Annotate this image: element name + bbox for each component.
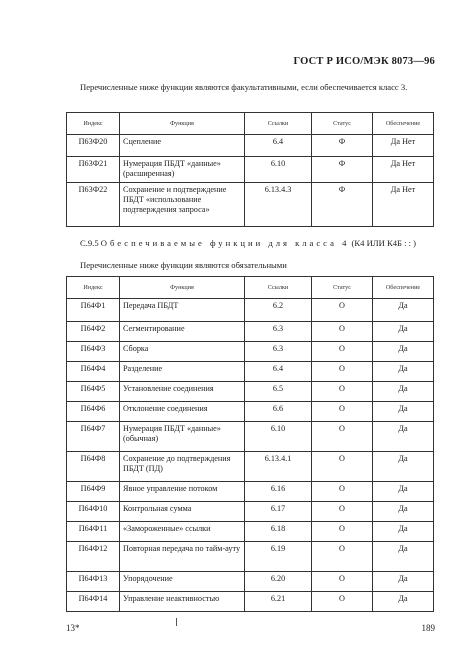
cell-status: Ф xyxy=(312,135,373,157)
cell-function: Разделение xyxy=(120,362,245,382)
cell-reference: 6.4 xyxy=(245,135,312,157)
column-header-status: Статус xyxy=(312,113,373,135)
cell-status: О xyxy=(312,342,373,362)
cell-reference: 6.16 xyxy=(245,482,312,502)
table-row xyxy=(67,572,434,592)
cell-status: О xyxy=(312,322,373,342)
cell-support: Да xyxy=(373,382,434,402)
column-header-references: Ссылки xyxy=(245,113,312,135)
cell-status: Ф xyxy=(312,157,373,183)
section-heading xyxy=(66,238,434,249)
cell-reference: 6.21 xyxy=(245,592,312,612)
table-row xyxy=(67,322,434,342)
cell-reference: 6.13.4.1 xyxy=(245,452,312,482)
table-row xyxy=(67,157,434,183)
cell-index: П63Ф20 xyxy=(67,135,120,157)
table-row xyxy=(67,522,434,542)
cell-function: Сегментирование xyxy=(120,322,245,342)
cell-support: Да xyxy=(373,572,434,592)
column-header-function: Функция xyxy=(120,113,245,135)
cell-support: Да xyxy=(373,592,434,612)
cell-index: П64Ф9 xyxy=(67,482,120,502)
cell-reference: 6.4 xyxy=(245,362,312,382)
cell-reference: 6.6 xyxy=(245,402,312,422)
section-title: Обеспечиваемые функции для класса 4 xyxy=(100,238,350,248)
cell-index: П64Ф8 xyxy=(67,452,120,482)
cell-function: Нумерация ПБДТ «данные» (расширенная) xyxy=(120,157,245,183)
cell-support: Да xyxy=(373,522,434,542)
cell-support: Да xyxy=(373,322,434,342)
cell-reference: 6.17 xyxy=(245,502,312,522)
cell-index: П63Ф21 xyxy=(67,157,120,183)
table-row xyxy=(67,342,434,362)
cell-function: Сборка xyxy=(120,342,245,362)
cell-reference: 6.5 xyxy=(245,382,312,402)
cell-index: П64Ф6 xyxy=(67,402,120,422)
paragraph-optional-functions: Перечисленные ниже функции являются факультативными, если обеспечивается класс 3. xyxy=(80,82,408,92)
cell-status: О xyxy=(312,522,373,542)
cell-support: Да xyxy=(373,402,434,422)
cell-reference: 6.13.4.3 xyxy=(245,183,312,227)
cell-status: О xyxy=(312,402,373,422)
section-title-rest: (К4 ИЛИ К4Б : : ) xyxy=(351,238,417,248)
cell-index: П64Ф5 xyxy=(67,382,120,402)
cell-status: О xyxy=(312,572,373,592)
cell-support: Да Нет xyxy=(373,157,434,183)
column-header-index: Индекс xyxy=(67,277,120,299)
cell-status: О xyxy=(312,592,373,612)
table-row xyxy=(67,362,434,382)
column-header-references: Ссылки xyxy=(245,277,312,299)
column-header-index: Индекс xyxy=(67,113,120,135)
cell-support: Да xyxy=(373,422,434,452)
cell-index: П64Ф3 xyxy=(67,342,120,362)
cell-support: Да xyxy=(373,342,434,362)
cell-index: П64Ф14 xyxy=(67,592,120,612)
table-row xyxy=(67,402,434,422)
cell-function: Установление соединения xyxy=(120,382,245,402)
table-row xyxy=(67,422,434,452)
cell-function: Сцепление xyxy=(120,135,245,157)
paragraph-mandatory-functions: Перечисленные ниже функции являются обязательными xyxy=(80,260,287,270)
table-header-row xyxy=(67,277,434,299)
table-row xyxy=(67,183,434,227)
cell-index: П64Ф4 xyxy=(67,362,120,382)
page-number: 189 xyxy=(421,623,435,633)
table-row xyxy=(67,452,434,482)
cell-reference: 6.3 xyxy=(245,342,312,362)
cell-support: Да Нет xyxy=(373,183,434,227)
cell-support: Да xyxy=(373,482,434,502)
table-row xyxy=(67,299,434,322)
column-header-support: Обеспечение xyxy=(373,113,434,135)
table-row xyxy=(67,542,434,572)
cell-status: О xyxy=(312,422,373,452)
cell-reference: 6.10 xyxy=(245,157,312,183)
cell-status: О xyxy=(312,502,373,522)
cell-function: Повторная передача по тайм-ауту xyxy=(120,542,245,572)
standard-header: ГОСТ Р ИСО/МЭК 8073—96 xyxy=(293,56,435,67)
cell-support: Да xyxy=(373,362,434,382)
cell-index: П64Ф11 xyxy=(67,522,120,542)
cell-reference: 6.19 xyxy=(245,542,312,572)
cell-index: П64Ф10 xyxy=(67,502,120,522)
cell-reference: 6.3 xyxy=(245,322,312,342)
cell-function: Нумерация ПБДТ «данные» (обычная) xyxy=(120,422,245,452)
cell-function: Сохранение до подтверждения ПБДТ (ПД) xyxy=(120,452,245,482)
cell-support: Да xyxy=(373,452,434,482)
cell-support: Да xyxy=(373,299,434,322)
cell-support: Да xyxy=(373,502,434,522)
cell-reference: 6.2 xyxy=(245,299,312,322)
cell-status: О xyxy=(312,382,373,402)
cell-status: О xyxy=(312,452,373,482)
cell-index: П63Ф22 xyxy=(67,183,120,227)
cell-index: П64Ф1 xyxy=(67,299,120,322)
cell-function: Сохранение и подтверждение ПБДТ «использование подтверждения запроса» xyxy=(120,183,245,227)
cell-function: Упорядочение xyxy=(120,572,245,592)
cell-index: П64Ф2 xyxy=(67,322,120,342)
cell-index: П64Ф13 xyxy=(67,572,120,592)
table-body xyxy=(67,299,434,612)
cell-function: Контрольная сумма xyxy=(120,502,245,522)
table-header-row xyxy=(67,113,434,135)
column-header-status: Статус xyxy=(312,277,373,299)
cell-reference: 6.18 xyxy=(245,522,312,542)
cell-status: О xyxy=(312,482,373,502)
cell-status: Ф xyxy=(312,183,373,227)
cell-function: «Замороженные» ссылки xyxy=(120,522,245,542)
table-row xyxy=(67,482,434,502)
cell-function: Управление неактивностью xyxy=(120,592,245,612)
table-class3-functions xyxy=(66,112,434,227)
column-header-support: Обеспечение xyxy=(373,277,434,299)
cell-support: Да Нет xyxy=(373,135,434,157)
table-row xyxy=(67,592,434,612)
table-class4-functions xyxy=(66,276,434,612)
cell-status: О xyxy=(312,299,373,322)
table-body xyxy=(67,135,434,227)
table-row xyxy=(67,135,434,157)
cell-function: Явное управление потоком xyxy=(120,482,245,502)
cell-status: О xyxy=(312,362,373,382)
section-number: С.9.5 xyxy=(80,238,99,248)
cell-function: Передача ПБДТ xyxy=(120,299,245,322)
cell-reference: 6.10 xyxy=(245,422,312,452)
cell-reference: 6.20 xyxy=(245,572,312,592)
cell-index: П64Ф7 xyxy=(67,422,120,452)
cell-function: Отклонение соединения xyxy=(120,402,245,422)
column-header-function: Функция xyxy=(120,277,245,299)
cell-index: П64Ф12 xyxy=(67,542,120,572)
cell-status: О xyxy=(312,542,373,572)
table-row xyxy=(67,382,434,402)
table-row xyxy=(67,502,434,522)
sheet-signature: 13* xyxy=(66,623,80,633)
cell-support: Да xyxy=(373,542,434,572)
margin-mark xyxy=(176,618,177,626)
